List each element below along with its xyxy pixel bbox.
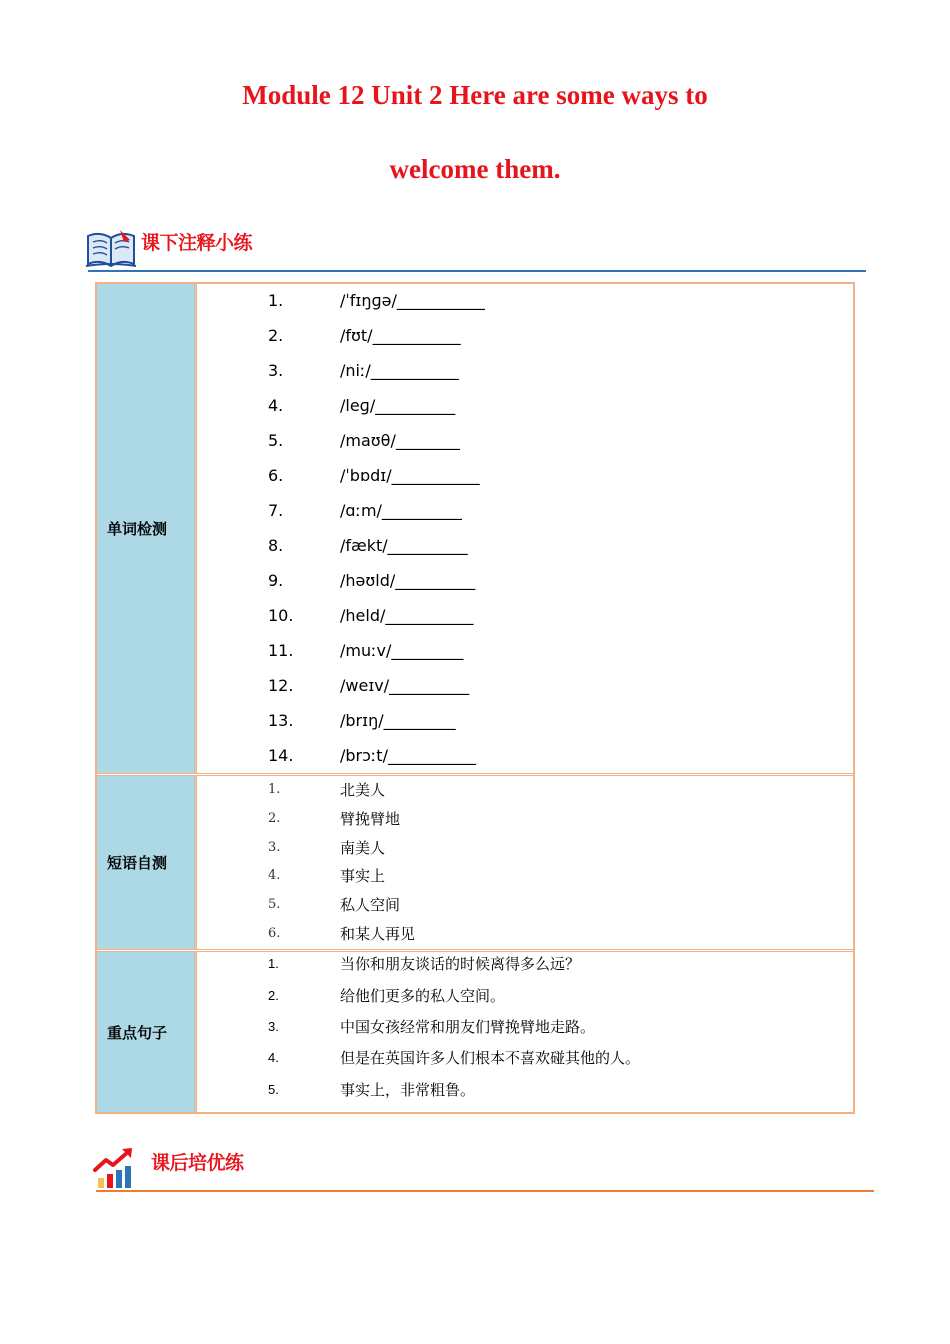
list-item: 3. /niː/___________	[268, 360, 459, 380]
section-label: 课下注释小练	[141, 232, 253, 254]
list-item: 7. /ɑːm/__________	[268, 500, 462, 520]
table-row-phrase-check	[97, 776, 853, 952]
list-item: 5. 事实上，非常粗鲁。	[268, 1080, 476, 1099]
list-item: 1. 当你和朋友谈话的时候离得多么远？	[268, 954, 581, 973]
list-item: 14. /brɔːt/___________	[268, 745, 476, 765]
list-item: 2. /fʊt/___________	[268, 325, 461, 345]
list-item: 4. 但是在英国许多人们根本不喜欢碰其他的人。	[268, 1048, 641, 1067]
table-row-key-sentences	[97, 952, 853, 1112]
bar-chart-arrow-icon	[92, 1144, 138, 1190]
list-item: 6. 和某人再见	[268, 924, 416, 943]
section-header-notes-practice	[84, 224, 866, 276]
list-item: 5. 私人空间	[268, 895, 401, 914]
list-item: 13. /brɪŋ/_________	[268, 710, 456, 730]
table-row-word-check	[97, 284, 853, 776]
page-title-line-2: welcome them.	[389, 154, 561, 184]
list-item: 10. /held/___________	[268, 605, 474, 625]
row-body	[197, 952, 853, 1112]
list-item: 8. /fækt/__________	[268, 535, 468, 555]
row-header: 短语自测	[97, 776, 197, 949]
list-item: 1. 北美人	[268, 780, 386, 799]
section-header-after-class-practice	[92, 1144, 874, 1198]
list-item: 4. /leɡ/__________	[268, 395, 456, 415]
section-divider	[88, 270, 866, 272]
list-item: 6. /ˈbɒdɪ/___________	[268, 465, 480, 485]
row-header: 重点句子	[97, 952, 197, 1112]
list-item: 1. /ˈfɪŋɡə/___________	[268, 290, 485, 310]
open-book-icon	[84, 226, 138, 270]
list-item: 12. /weɪv/__________	[268, 675, 470, 695]
list-item: 5. /maʊθ/________	[268, 430, 460, 450]
row-body	[197, 776, 853, 949]
exercise-table	[95, 282, 855, 1114]
list-item: 3. 南美人	[268, 838, 386, 857]
list-item: 4. 事实上	[268, 866, 386, 885]
list-item: 2. 给他们更多的私人空间。	[268, 986, 506, 1005]
section-divider	[96, 1190, 874, 1192]
list-item: 9. /həʊld/__________	[268, 570, 476, 590]
list-item: 11. /muːv/_________	[268, 640, 464, 660]
list-item: 2. 臂挽臂地	[268, 809, 401, 828]
page-title-line-1: Module 12 Unit 2 Here are some ways to	[242, 80, 708, 110]
row-header: 单词检测	[97, 284, 197, 773]
list-item: 3. 中国女孩经常和朋友们臂挽臂地走路。	[268, 1017, 596, 1036]
section-label: 课后培优练	[151, 1152, 244, 1174]
row-body	[197, 284, 853, 773]
